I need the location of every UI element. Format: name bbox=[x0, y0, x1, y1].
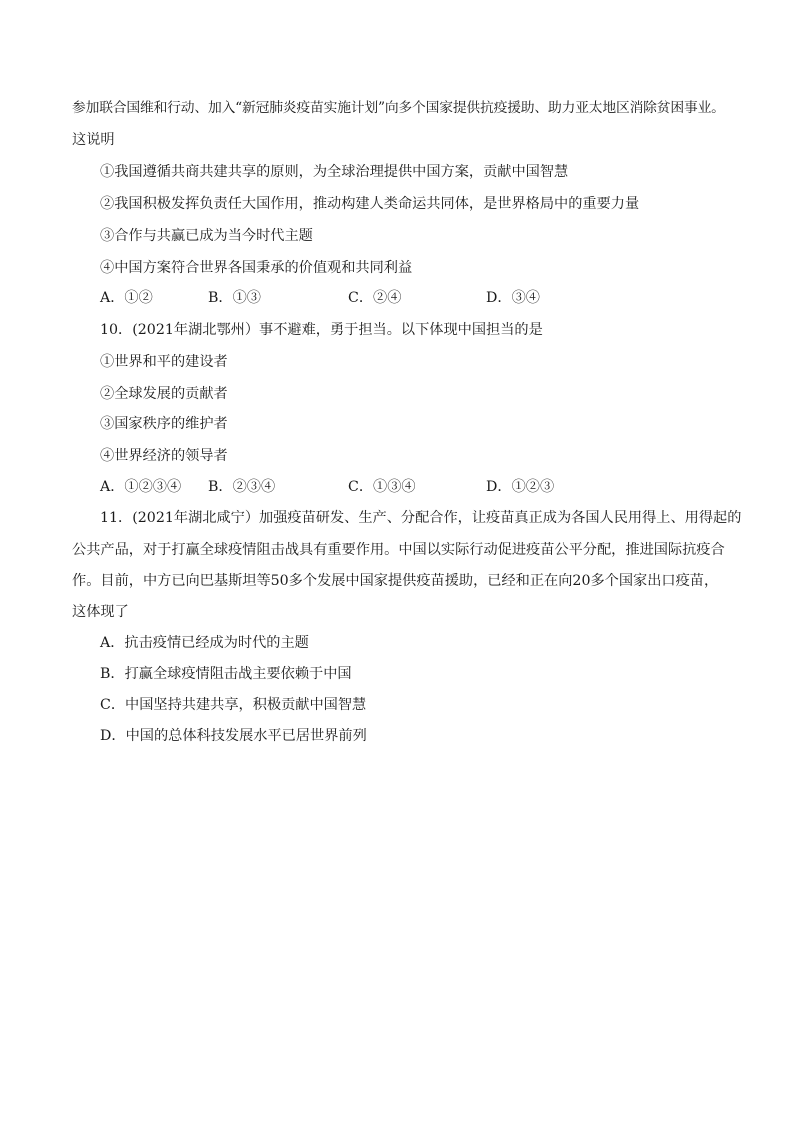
q11-option-d: D．中国的总体科技发展水平已居世界前列 bbox=[100, 728, 367, 744]
q9-statement-2: ②我国积极发挥负责任大国作用，推动构建人类命运共同体，是世界格局中的重要力量 bbox=[100, 196, 640, 212]
q10-statement-3: ③国家秩序的维护者 bbox=[100, 416, 228, 432]
q10-option-b: B．②③④ bbox=[208, 479, 276, 495]
q11-option-a: A．抗击疫情已经成为时代的主题 bbox=[100, 635, 309, 651]
q10-statement-4: ④世界经济的领导者 bbox=[100, 448, 228, 464]
q10-option-d: D．①②③ bbox=[486, 479, 555, 495]
q9-statement-4: ④中国方案符合世界各国秉承的价值观和共同利益 bbox=[100, 260, 413, 276]
q11-stem-line-3: 作。目前，中方已向巴基斯坦等50多个发展中国家提供疫苗援助，已经和正在向20多个国家出口疫苗， bbox=[72, 573, 719, 589]
q9-option-d: D．③④ bbox=[486, 290, 540, 306]
q10-option-c: C．①③④ bbox=[348, 479, 416, 495]
q9-statement-1: ①我国遵循共商共建共享的原则，为全球治理提供中国方案，贡献中国智慧 bbox=[100, 164, 569, 180]
q9-option-a: A．①② bbox=[100, 290, 153, 306]
q10-stem: 10．(2021年湖北鄂州）事不避难，勇于担当。以下体现中国担当的是 bbox=[100, 322, 543, 338]
q11-stem-line-2: 公共产品，对于打赢全球疫情阻击战具有重要作用。中国以实际行动促进疫苗公平分配，推进国际抗疫合 bbox=[72, 542, 725, 558]
q11-option-c: C．中国坚持共建共享，积极贡献中国智慧 bbox=[100, 697, 367, 713]
q9-stem-line-2: 这说明 bbox=[72, 132, 115, 148]
q10-statement-1: ①世界和平的建设者 bbox=[100, 354, 228, 370]
q11-stem-line-4: 这体现了 bbox=[72, 604, 129, 620]
q9-option-c: C．②④ bbox=[348, 290, 402, 306]
q10-statement-2: ②全球发展的贡献者 bbox=[100, 386, 228, 402]
q11-option-b: B．打赢全球疫情阻击战主要依赖于中国 bbox=[100, 666, 352, 682]
q9-statement-3: ③合作与共赢已成为当今时代主题 bbox=[100, 228, 313, 244]
q9-stem-line-1: 参加联合国维和行动、加入“新冠肺炎疫苗实施计划”向多个国家提供抗疫援助、助力亚太地区消除贫困事业。 bbox=[72, 100, 725, 116]
q9-option-b: B．①③ bbox=[208, 290, 261, 306]
q10-option-a: A．①②③④ bbox=[100, 479, 182, 495]
q11-stem-line-1: 11．(2021年湖北咸宁）加强疫苗研发、生产、分配合作，让疫苗真正成为各国人民用得上、用得起的 bbox=[100, 510, 742, 526]
